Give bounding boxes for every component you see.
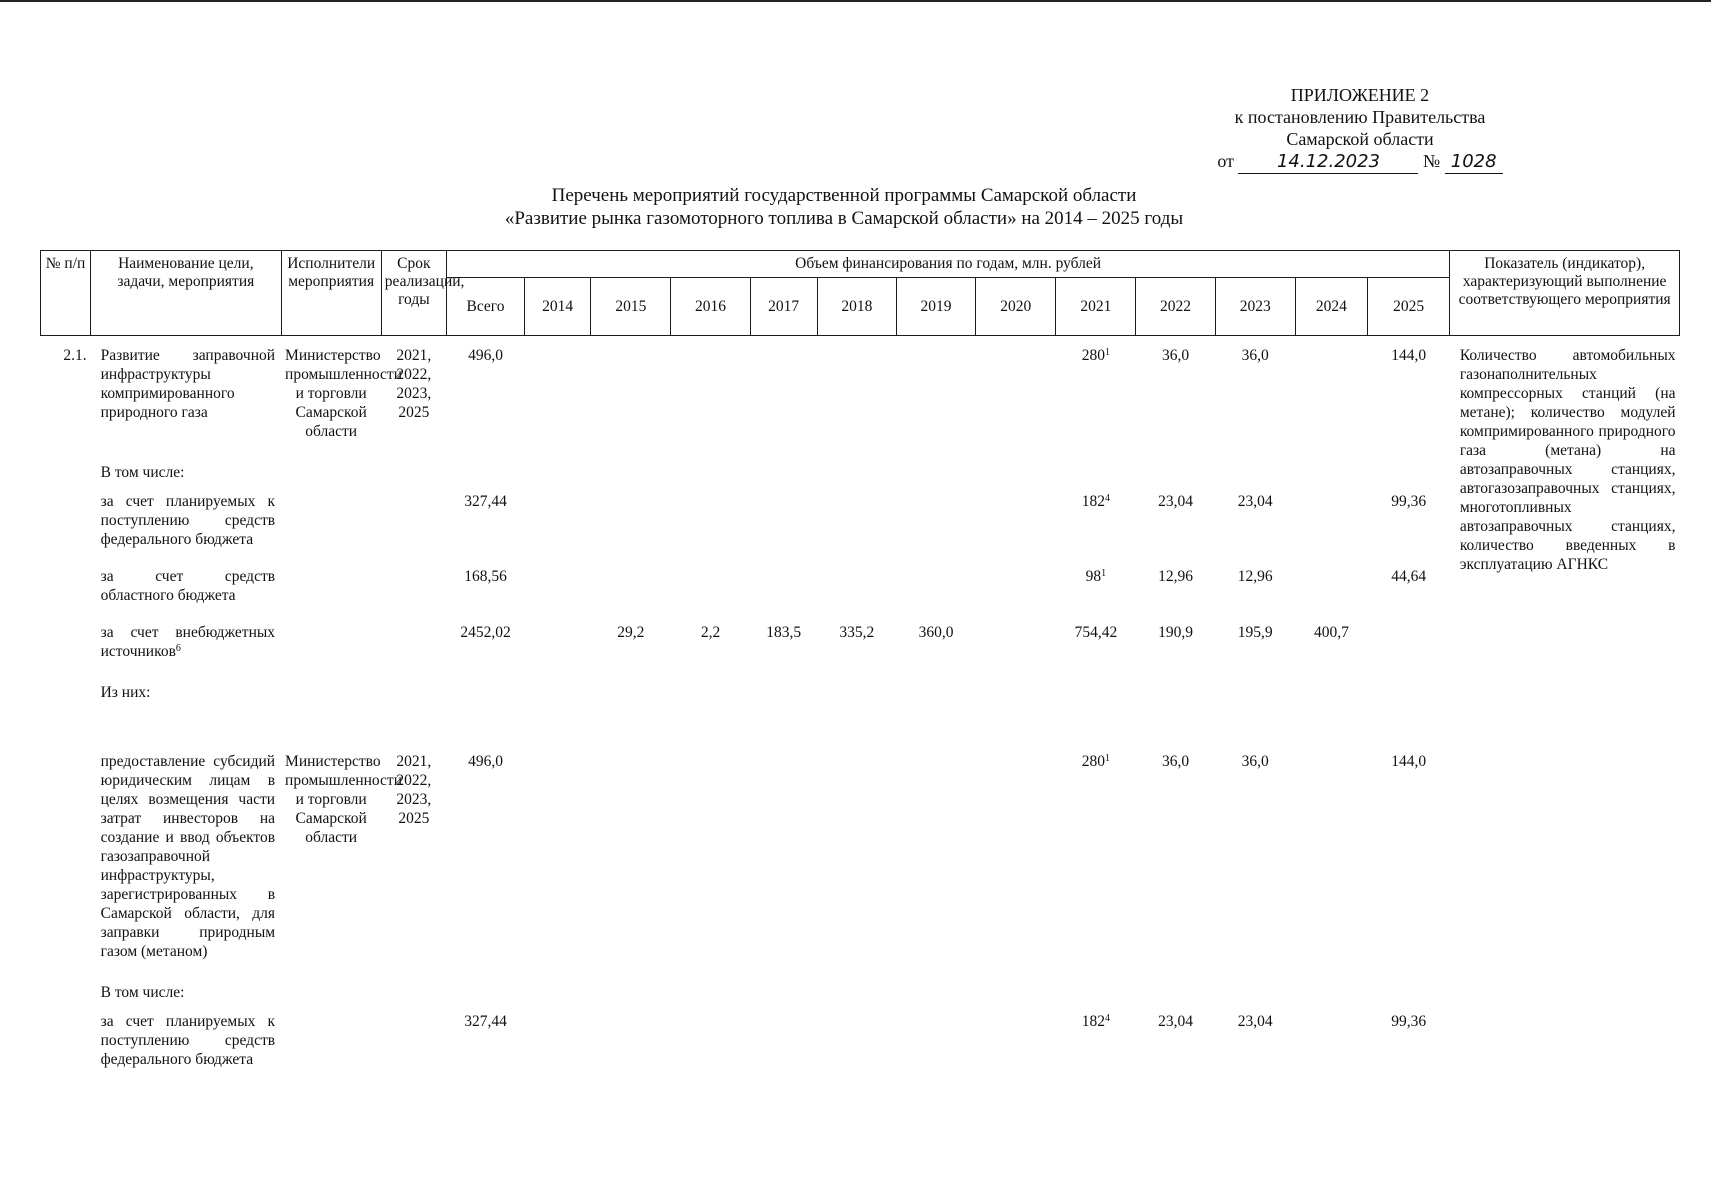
value-2023: 36,0 xyxy=(1241,347,1269,364)
value-2016: 2,2 xyxy=(700,624,721,641)
appendix-title: ПРИЛОЖЕНИЕ 2 xyxy=(1290,85,1430,105)
section-label: В том числе: xyxy=(100,984,185,1001)
measure-name: Развитие заправочной инфраструктуры компримированного природного газа xyxy=(100,347,276,421)
value-2025: 99,36 xyxy=(1391,493,1427,510)
value-2019: 360,0 xyxy=(918,624,954,641)
header-year: 2022 xyxy=(1136,278,1215,336)
section-label: Из них: xyxy=(100,684,151,701)
title-line-1: Перечень мероприятий государственной программы Самарской области xyxy=(551,185,1137,206)
table-row xyxy=(41,455,1680,488)
header-year: 2023 xyxy=(1215,278,1295,336)
value-2023: 195,9 xyxy=(1237,624,1273,641)
value-2025: 99,36 xyxy=(1391,1013,1427,1030)
header-total: Всего xyxy=(446,278,524,336)
value-2023: 36,0 xyxy=(1241,753,1269,770)
header-year: 2016 xyxy=(671,278,750,336)
date-handwritten: 14.12.2023 xyxy=(1238,151,1418,174)
measure-name: за счет планируемых к поступлению средств федерального бюджета xyxy=(100,493,276,548)
value-2022: 23,04 xyxy=(1158,493,1193,510)
value-2021: $280^1$ xyxy=(1081,347,1110,364)
value-2015: 29,2 xyxy=(617,624,645,641)
footnote-mark: 4 xyxy=(1105,493,1110,504)
value-2021: $182^4$ xyxy=(1081,1013,1110,1030)
header-name: Наименование цели, задачи, мероприятия xyxy=(91,251,281,336)
total-value: 496,0 xyxy=(468,347,503,364)
document-title xyxy=(400,184,1288,230)
executor: Министерство промышленности и торговли Самарской области xyxy=(285,753,402,846)
number-prefix: № xyxy=(1422,151,1441,171)
header-year: 2017 xyxy=(750,278,817,336)
row-number: 2.1. xyxy=(63,347,87,364)
measure-name: за счет внебюджетных источников$^6$ xyxy=(100,624,276,660)
total-value: 327,44 xyxy=(464,1013,507,1030)
title-line-2: «Развитие рынка газомоторного топлива в Самарской области» на 2014 – 2025 годы xyxy=(504,208,1184,229)
value-2021: $280^1$ xyxy=(1081,753,1110,770)
term: 2021, 2022, 2023, 2025 xyxy=(396,347,432,421)
header-indicator: Показатель (индикатор), характеризующий выполнение соответствующего мероприятия xyxy=(1450,251,1680,336)
value-2022: 36,0 xyxy=(1161,347,1190,364)
number-handwritten: 1028 xyxy=(1445,151,1503,174)
appendix-line-2: к постановлению Правительства xyxy=(1234,107,1486,127)
appendix-line-3: Самарской области xyxy=(1286,129,1434,149)
value-2023: 23,04 xyxy=(1237,493,1273,510)
value-2023: 23,04 xyxy=(1237,1013,1273,1030)
table-row xyxy=(41,748,1680,975)
total-value: 168,56 xyxy=(464,568,507,585)
value-2025: 144,0 xyxy=(1391,753,1427,770)
value-2022: 12,96 xyxy=(1158,568,1193,585)
table-row xyxy=(41,488,1680,563)
table-row xyxy=(41,675,1680,708)
value-2024: 400,7 xyxy=(1313,624,1349,641)
value-2025: 44,64 xyxy=(1391,568,1427,585)
total-value: 327,44 xyxy=(464,493,507,510)
total-value: 2452,02 xyxy=(460,624,511,641)
footnote-mark: 4 xyxy=(1105,1013,1110,1024)
approval-stamp xyxy=(1200,84,1520,174)
footnote-mark: 1 xyxy=(1105,347,1110,358)
value-2021: 754,42 xyxy=(1074,624,1118,641)
value-2021: $182^4$ xyxy=(1081,493,1110,510)
header-year: 2018 xyxy=(817,278,896,336)
measure-name: за счет планируемых к поступлению средств федерального бюджета xyxy=(100,1013,276,1068)
header-num: № п/п xyxy=(41,251,91,336)
table-row xyxy=(41,975,1680,1008)
value-2025: 144,0 xyxy=(1391,347,1427,364)
header-year: 2020 xyxy=(976,278,1056,336)
header-year: 2014 xyxy=(525,278,591,336)
header-funding: Объем финансирования по годам, млн. рублей xyxy=(446,251,1449,278)
approval-date-number xyxy=(1200,150,1520,174)
header-executor: Исполнители мероприятия xyxy=(281,251,381,336)
value-2022: 36,0 xyxy=(1161,753,1190,770)
value-2023: 12,96 xyxy=(1237,568,1273,585)
date-prefix: от xyxy=(1217,151,1234,171)
measure-name: предоставление субсидий юридическим лицам в целях возмещения части затрат инвесторов на создание и ввод объектов газозаправочной инфраструктуры, зарегистрированных в Самарской области, для заправки природным газом (метаном) xyxy=(100,753,276,960)
header-year: 2015 xyxy=(591,278,671,336)
footnote-mark: 6 xyxy=(175,643,181,654)
total-value: 496,0 xyxy=(468,753,503,770)
table-row xyxy=(41,563,1680,619)
footnote-mark: 1 xyxy=(1101,568,1107,579)
header-year: 2025 xyxy=(1367,278,1449,336)
footnote-mark: 1 xyxy=(1105,753,1110,764)
header-year: 2021 xyxy=(1056,278,1136,336)
measures-table xyxy=(40,250,1680,1083)
header-year: 2019 xyxy=(896,278,975,336)
table-row xyxy=(41,619,1680,675)
indicator-text: Количество автомобильных газонаполнительных компрессорных станций (на метане); количество модулей компримированного природного газа (метана) на автозаправочных станциях, автогазозаправочных станциях, многотопливных автозаправочных станциях, количество введенных в эксплуатацию АГНКС xyxy=(1459,347,1676,573)
value-2021: $98^1$ xyxy=(1085,568,1107,585)
section-label: В том числе: xyxy=(100,464,185,481)
value-2022: 23,04 xyxy=(1158,1013,1193,1030)
value-2018: 335,2 xyxy=(839,624,875,641)
value-2022: 190,9 xyxy=(1158,624,1193,641)
top-border xyxy=(0,0,1711,2)
table-row xyxy=(41,336,1680,456)
value-2017: 183,5 xyxy=(766,624,802,641)
term: 2021, 2022, 2023, 2025 xyxy=(396,753,432,827)
table-row xyxy=(41,1008,1680,1083)
header-year: 2024 xyxy=(1295,278,1367,336)
header-term: Срок реализации, годы xyxy=(381,251,446,336)
measure-name: за счет средств областного бюджета xyxy=(100,568,276,604)
executor: Министерство промышленности и торговли Самарской области xyxy=(285,347,402,440)
